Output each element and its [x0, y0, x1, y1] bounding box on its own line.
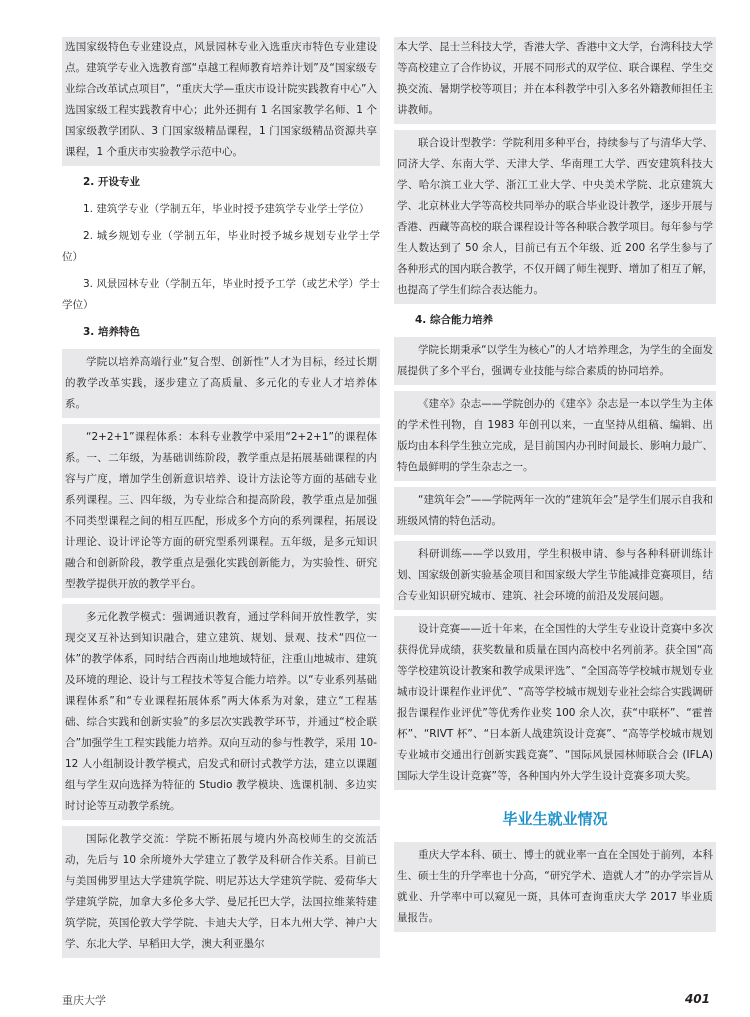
paragraph-international-continued: 本大学、昆士兰科技大学，香港大学、香港中文大学，台湾科技大学等高校建立了合作协议，开展不同形式的双学位、联合课程、学生交换交流、暑期学校等项目；并在本科教学中引入多名外籍教师担任主讲教师。 — [394, 37, 716, 124]
major-landscape: 3. 风景园林专业（学制五年，毕业时授予工学（或艺术学）学士学位） — [62, 278, 380, 311]
paragraph-course-system: “2+2+1”课程体系：本科专业教学中采用“2+2+1”的课程体系。一、二年级，为基础训练阶段，教学重点是拓展基础课程的内容与广度，增加学生创新意识培养、设计方法论等方面的基础专业系列课程。三、四年级，为专业综合和提高阶段，教学重点是加强不同类型课程之间的相互匹配，形成多个方向的系列课程，拓展设计理论、设计评论等方面的研究型系列课程。五年级，是多元知识融合和创新阶段，教学重点是强化实践创新能力，为实验性、研究型教学提供开放的教学平台。 — [62, 424, 380, 598]
heading-comprehensive-ability: 4. 综合能力培养 — [415, 314, 493, 326]
major-architecture: 1. 建筑学专业（学制五年，毕业时授予建筑学专业学士学位） — [83, 203, 370, 215]
paragraph-international: 国际化教学交流：学院不断拓展与境内外高校师生的交流活动，先后与 10 余所境外大学建立了教学及科研合作关系。目前已与美国佛罗里达大学建筑学院、明尼苏达大学建筑学院、爱荷华大学建筑学院，加拿大多伦多大学、曼尼托巴大学，法国拉维莱特建筑学院，英国伦敦大学学院、卡迪夫大学，日本九州大学、神户大学、东北大学、早稻田大学，澳大利亚墨尔 — [62, 826, 380, 958]
heading-majors: 2. 开设专业 — [83, 176, 140, 188]
footer-university-name: 重庆大学 — [62, 994, 106, 1007]
major-urban-planning: 2. 城乡规划专业（学制五年，毕业时授予城乡规划专业学士学位） — [62, 230, 380, 263]
paragraph-employment: 重庆大学本科、硕士、博士的就业率一直在全国处于前列，本科生、硕士生的升学率也十分高，“研究学术、造就人才”的办学宗旨从就业、升学率中可以窥见一斑，具体可查询重庆大学 2017 毕业质量报告。 — [394, 842, 716, 932]
paragraph-joint-design: 联合设计型教学：学院利用多种平台，持续参与了与清华大学、同济大学、东南大学、天津大学、华南理工大学、西安建筑科技大学、哈尔滨工业大学、浙江工业大学、中央美术学院、北京建筑大学、北京林业大学等高校共同举办的联合毕业设计教学，逐步开展与香港、西藏等高校的联合课程设计等各种联合教学项目。每年参与学生人数达到了 50 余人，目前已有五个年级、近 200 名学生参与了各种形式的国内联合教学，不仅开阔了师生视野、增加了相互了解，也提高了学生们综合表达能力。 — [394, 130, 716, 304]
paragraph-research-training: 科研训练——学以致用，学生积极申请、参与各种科研训练计划、国家级创新实验基金项目和国家级大学生节能减排竞赛项目，结合专业知识研究城市、建筑、社会环境的前沿及发展问题。 — [394, 541, 716, 610]
paragraph-student-core: 学院长期秉承“以学生为核心”的人才培养理念，为学生的全面发展提供了多个平台，强调专业技能与综合素质的协同培养。 — [394, 337, 716, 385]
paragraph-goal: 学院以培养高端行业“复合型、创新性”人才为目标，经过长期的教学改革实践，逐步建立了高质量、多元化的专业人才培养体系。 — [62, 349, 380, 418]
right-column — [394, 37, 716, 938]
paragraph-magazine: 《建卒》杂志——学院创办的《建卒》杂志是一本以学生为主体的学术性刊物，自 1983 年创刊以来，一直坚持从组稿、编辑、出版均由本科学生独立完成，是目前国内办刊时间最长、影响力最广、特色最鲜明的学生杂志之一。 — [394, 391, 716, 481]
section-title-employment: 毕业生就业情况 — [502, 810, 608, 828]
left-column — [62, 37, 380, 964]
page-number: 401 — [684, 992, 710, 1006]
paragraph-teaching-mode: 多元化教学模式：强调通识教育，通过学科间开放性教学，实现交叉互补达到知识融合，建立建筑、规划、景观、技术“四位一体”的教学体系，同时结合西南山地地域特征，注重山地城市、建筑及环境的理论、设计与工程技术等复合能力培养。以“专业系列基础课程体系”和“专业课程拓展体系”两大体系为对象，建立“工程基础、综合实践和创新实验”的多层次实践教学环节，并通过“校企联合”加强学生工程实践能力培养。双向互动的参与性教学，采用 10-12 人小组制设计教学模式，启发式和研讨式教学方法，建立以课题组与学生双向选择为特征的 Studio 教学模块、选课机制、多边实时讨论等互动教学系统。 — [62, 604, 380, 820]
intro-paragraph: 选国家级特色专业建设点，风景园林专业入选重庆市特色专业建设点。建筑学专业入选教育部“卓越工程师教育培养计划”及“国家级专业综合改革试点项目”，“重庆大学—重庆市设计院实践教育中心”入选国家级工程实践教育中心；此外还拥有 1 名国家教学名师、1 个国家级教学团队、3 门国家级精品课程，1 门国家级精品资源共享课程，1 个重庆市实验教学示范中心。 — [62, 37, 380, 166]
paragraph-design-contest: 设计竞赛——近十年来，在全国性的大学生专业设计竞赛中多次获得优异成绩，获奖数量和质量在国内高校中名列前茅。获全国“高等学校建筑设计教案和教学成果评选”、“全国高等学校城市规划专业城市设计课程作业评优”、“高等学校城市规划专业社会综合实践调研报告课程作业评优”等优秀作业奖 100 余人次，获“中联杯”、“霍普杯”、“RIVT 杯”、“日本新人战建筑设计竞赛”、“高等学校城市规划专业城市交通出行创新实践竞赛”、“国际风景园林师联合会 (IFLA) 国际大学生设计竞赛”等，各种国内外大学生设计竞赛多项大奖。 — [394, 616, 716, 790]
paragraph-annual-festival: “建筑年会”——学院两年一次的“建筑年会”是学生们展示自我和班级风情的特色活动。 — [394, 487, 716, 535]
heading-training-features: 3. 培养特色 — [83, 326, 140, 338]
